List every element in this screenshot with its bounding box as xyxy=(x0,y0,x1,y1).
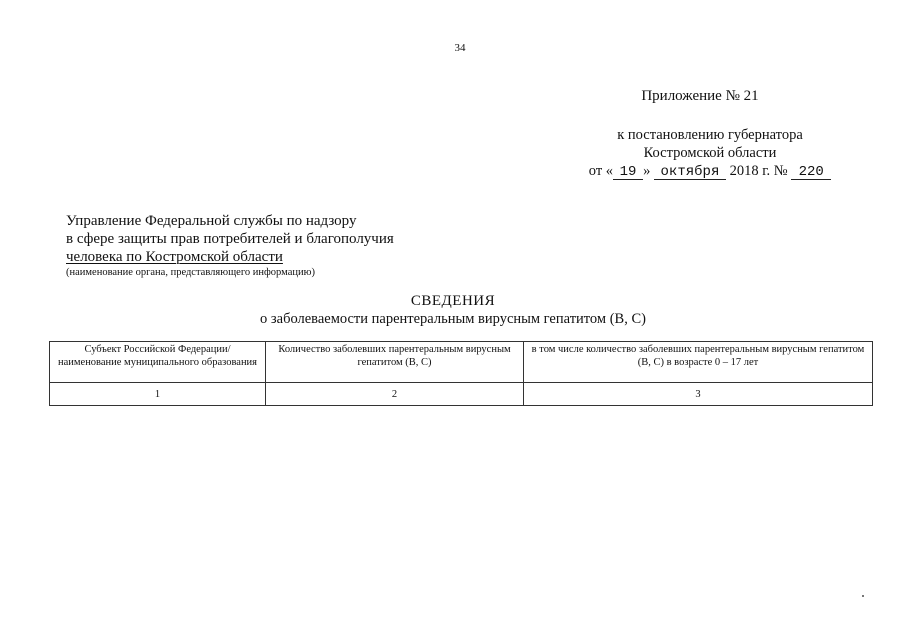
document-title: СВЕДЕНИЯ xyxy=(410,293,496,309)
document-subtitle: о заболеваемости парентеральным вирусным гепатитом (В, С) xyxy=(260,311,646,327)
handwritten-day: 19 xyxy=(613,165,643,180)
date-mid: » xyxy=(643,163,651,179)
appendix-title: Приложение № 21 xyxy=(641,88,759,104)
date-prefix: от « xyxy=(588,163,614,179)
header-total-cases: Количество заболевших парентеральным вирусным гепатитом (В, С) xyxy=(266,342,524,383)
page-number: 34 xyxy=(454,42,466,54)
table-header-row xyxy=(50,342,873,383)
decree-line-2: Костромской области xyxy=(643,145,777,161)
organization-line-2: в сфере защиты прав потребителей и благополучия xyxy=(66,231,394,247)
organization-note: (наименование органа, представляющего информацию) xyxy=(66,267,315,278)
table-row xyxy=(50,383,873,406)
organization-block xyxy=(66,212,486,279)
decree-line-1: к постановлению губернатора xyxy=(617,127,803,143)
header-child-cases: в том числе количество заболевших парентеральным вирусным гепатитом (В, С) в возрасте 0 – 17 лет xyxy=(524,342,873,383)
organization-line-1: Управление Федеральной службы по надзору xyxy=(66,213,357,229)
data-table xyxy=(49,341,873,406)
year-text: 2018 г. № xyxy=(729,163,788,179)
organization-line-3: человека по Костромской области xyxy=(66,249,283,265)
decree-date-line xyxy=(560,162,860,180)
table-cell: 1 xyxy=(50,383,266,406)
table-cell: 2 xyxy=(266,383,524,406)
table-cell: 3 xyxy=(524,383,873,406)
handwritten-decree-number: 220 xyxy=(791,165,831,180)
scan-speck xyxy=(862,595,864,597)
header-subject: Субъект Российской Федерации/ наименование муниципального образования xyxy=(50,342,266,383)
handwritten-month: октября xyxy=(654,165,726,180)
decree-reference xyxy=(560,126,860,180)
